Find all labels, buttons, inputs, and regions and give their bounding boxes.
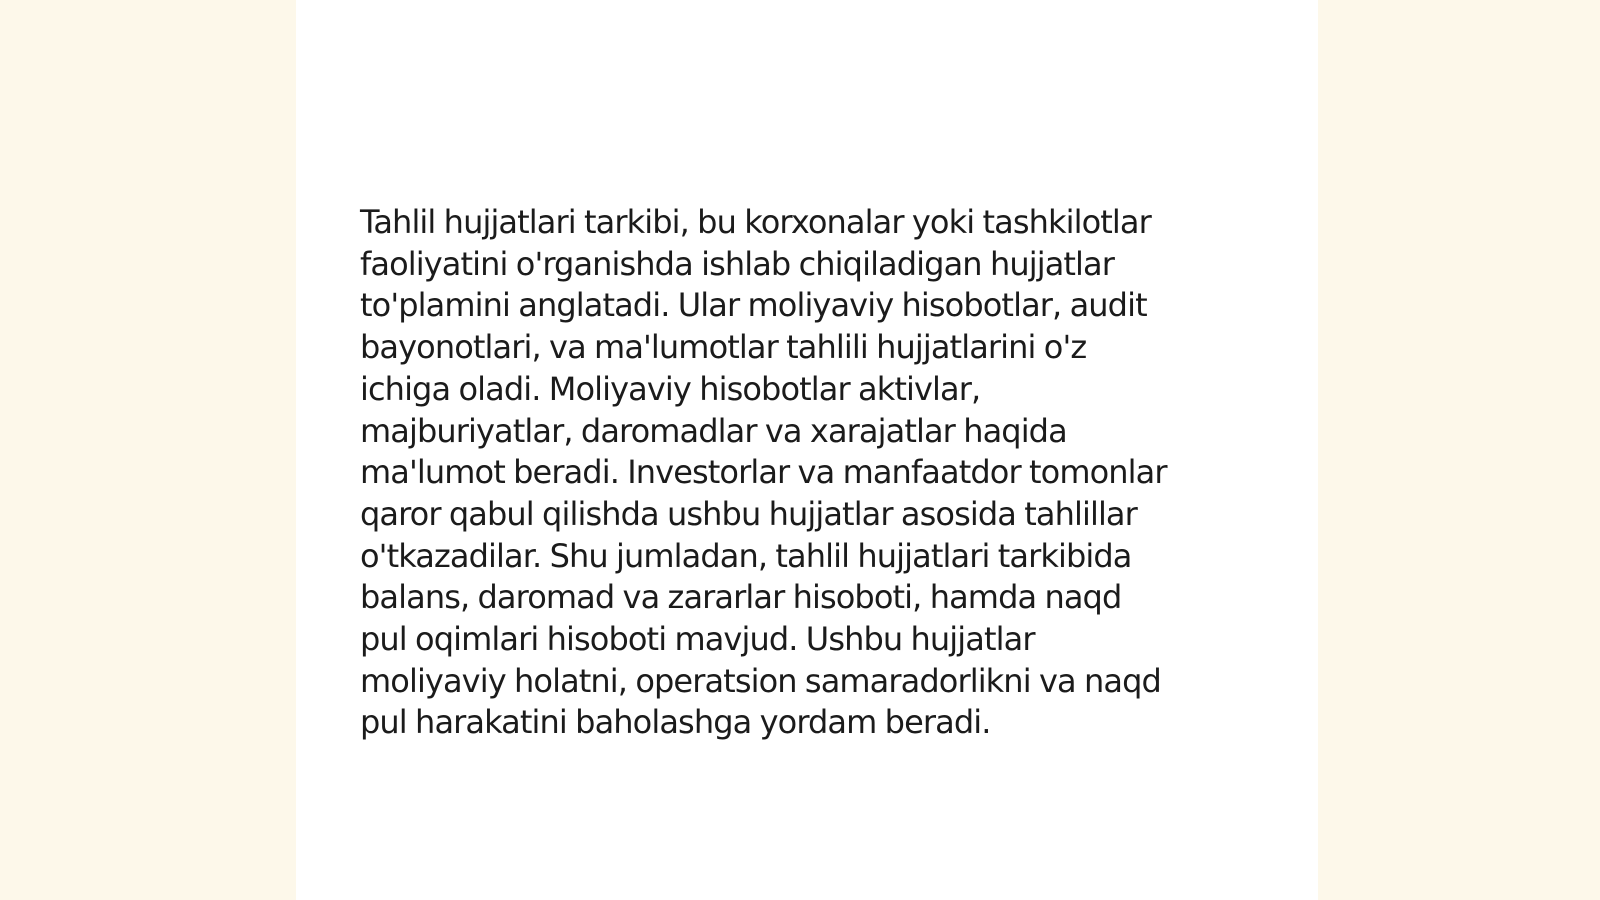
body-line: balans, daromad va zararlar hisoboti, hamda naqd [360,578,1122,617]
body-line: majburiyatlar, daromadlar va xarajatlar haqida [360,411,1067,450]
body-line: ichiga oladi. Moliyaviy hisobotlar aktivlar, [360,369,981,408]
body-line: ma'lumot beradi. Investorlar va manfaatdor tomonlar [360,453,1167,492]
body-line: o'tkazadilar. Shu jumladan, tahlil hujjatlari tarkibida [360,536,1132,575]
slide-body-text [360,202,1250,744]
body-line: Tahlil hujjatlari tarkibi, bu korxonalar yoki tashkilotlar [360,203,1151,241]
body-line: pul harakatini baholashga yordam beradi. [360,703,991,742]
body-line: moliyaviy holatni, operatsion samaradorlikni va naqd [360,661,1161,700]
body-line: qaror qabul qilishda ushbu hujjatlar asosida tahlillar [360,494,1137,533]
body-line: faoliyatini o'rganishda ishlab chiqiladigan hujjatlar [360,244,1115,283]
body-line: pul oqimlari hisoboti mavjud. Ushbu hujjatlar [360,620,1035,659]
slide [296,0,1318,900]
body-line: bayonotlari, va ma'lumotlar tahlili hujjatlarini o'z [360,328,1087,367]
body-line: to'plamini anglatadi. Ular moliyaviy hisobotlar, audit [360,286,1147,325]
